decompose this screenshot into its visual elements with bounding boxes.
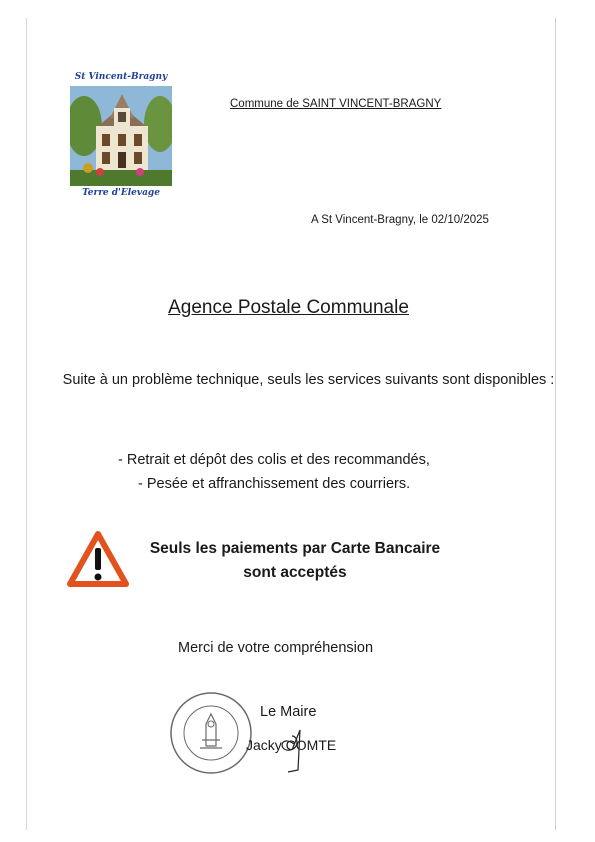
logo-bottom-text: Terre d'Elevage [82, 188, 160, 198]
warning-triangle-icon [66, 530, 130, 588]
service-item: - Pesée et affranchissement des courriers. [138, 476, 411, 492]
official-stamp [168, 690, 254, 776]
logo-top-text: St Vincent-Bragny [74, 72, 168, 82]
commune-logo [66, 72, 176, 202]
intro-text: Suite à un problème technique, seuls les services suivants sont disponibles : [62, 372, 555, 388]
payment-notice: Seuls les paiements par Carte Bancaire sont acceptés [149, 540, 441, 581]
handwritten-signature [270, 722, 330, 774]
date-line: A St Vincent-Bragny, le 02/10/2025 [311, 214, 489, 226]
services-list [118, 448, 430, 496]
page-title: Agence Postale Communale [168, 297, 409, 318]
closing-text: Merci de votre compréhension [178, 640, 374, 656]
town-hall-illustration [70, 86, 172, 186]
commune-name: Commune de SAINT VINCENT-BRAGNY [230, 98, 442, 110]
mayor-name: Jacky COMTE [246, 737, 337, 753]
service-item: - Retrait et dépôt des colis et des recommandés, [118, 452, 430, 468]
mayor-title: Le Maire [260, 704, 317, 720]
